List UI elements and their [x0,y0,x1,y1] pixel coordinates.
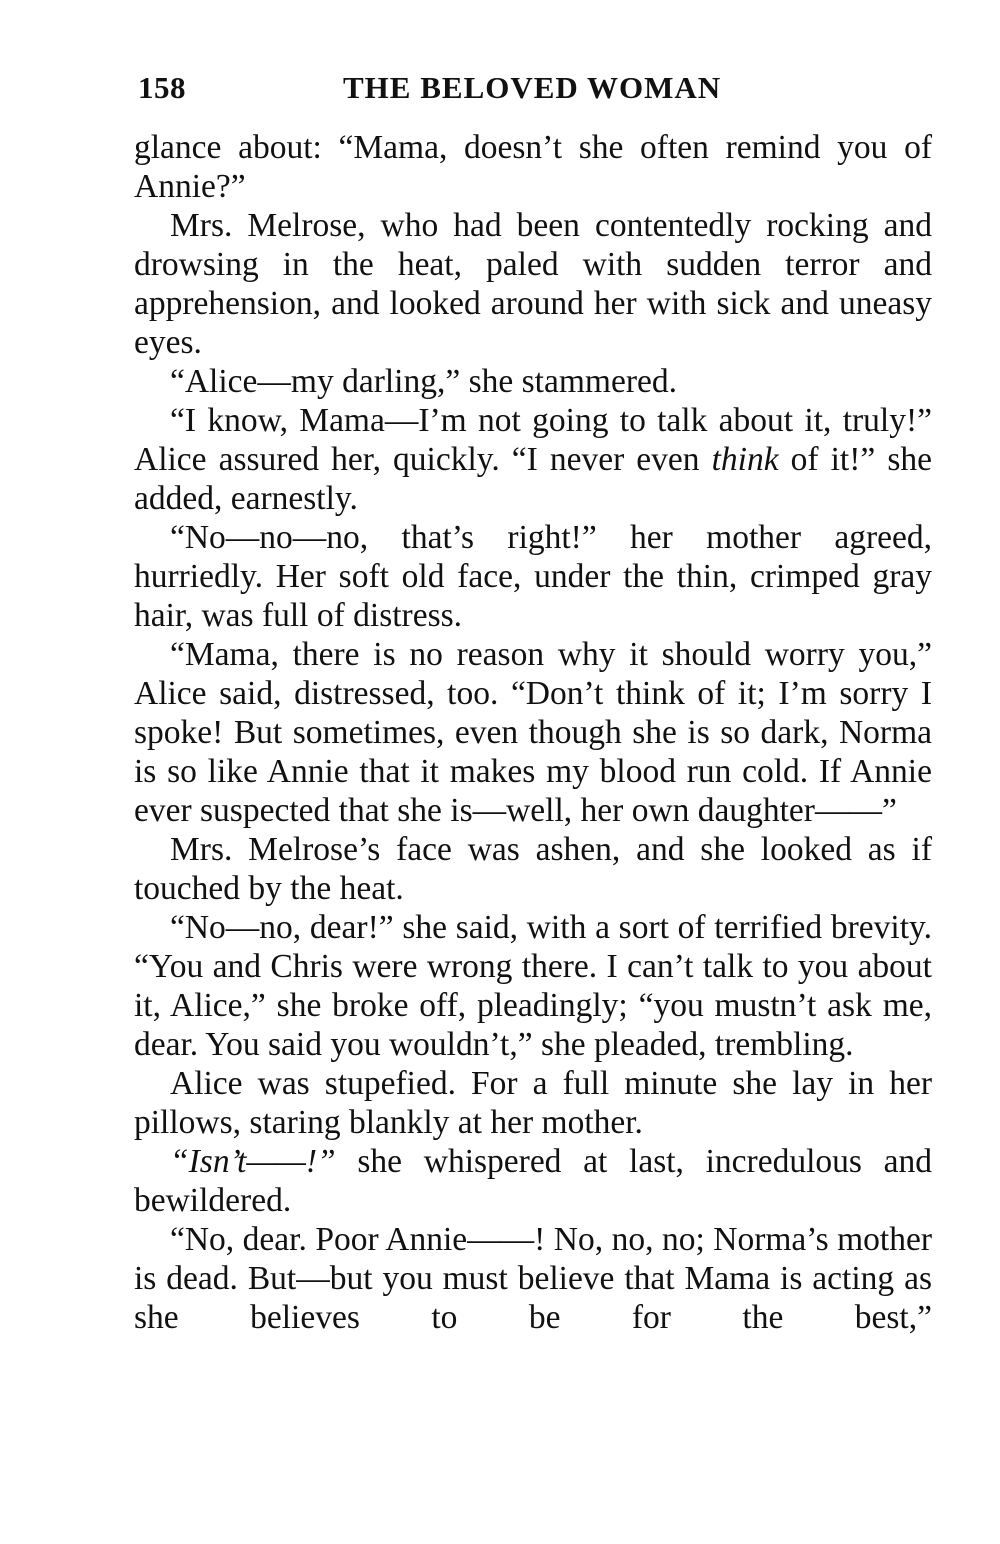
paragraph: Mrs. Melrose, who had been contentedly rocking and drowsing in the heat, paled with sudden terror and apprehension, and looked around her with sick and uneasy eyes. [134,207,932,361]
page-number: 158 [138,70,186,105]
emphasis: “Isn’t——!” [170,1143,336,1180]
paragraph [134,401,932,518]
text-run: of it!” she added, earnestly. [134,441,932,517]
paragraph-continued: glance about: “Mama, doesn’t she often remind you of Annie?” [134,129,932,205]
paragraph-continues: “No, dear. Poor Annie——! No, no, no; Norma’s mother is dead. But—but you must believe that Mama is acting as she believes to be for the best,” [134,1221,932,1336]
paragraph: “No—no—no, that’s right!” her mother agreed, hurriedly. Her soft old face, under the thin, crimped gray hair, was full of distress. [134,519,932,634]
paragraph: “No—no, dear!” she said, with a sort of terrified brevity. “You and Chris were wrong there. I can’t talk to you about it, Alice,” she broke off, pleadingly; “you mustn’t ask me, dear. You said you wouldn’t,” she pleaded, trembling. [134,909,932,1063]
paragraph [134,1142,932,1220]
text-run: “I know, Mama—I’m not going to talk about it, truly!” Alice assured her, quickly. “I never even [134,402,932,478]
emphasis: think [711,441,779,478]
paragraph: Alice was stupefied. For a full minute she lay in her pillows, staring blankly at her mother. [134,1065,932,1141]
paragraph: Mrs. Melrose’s face was ashen, and she looked as if touched by the heat. [134,831,932,907]
paragraph: “Alice—my darling,” she stammered. [170,363,677,400]
paragraph: “Mama, there is no reason why it should worry you,” Alice said, distressed, too. “Don’t think of it; I’m sorry I spoke! But sometimes, even though she is so dark, Norma is so like Annie that it makes my blood run cold. If Annie ever suspected that she is—well, her own daughter——” [134,636,932,829]
text-run: she whispered at last, incredulous and bewildered. [134,1143,932,1219]
running-title: THE BELOVED WOMAN [343,70,722,105]
page-header [138,70,932,118]
body-text [134,128,932,1337]
